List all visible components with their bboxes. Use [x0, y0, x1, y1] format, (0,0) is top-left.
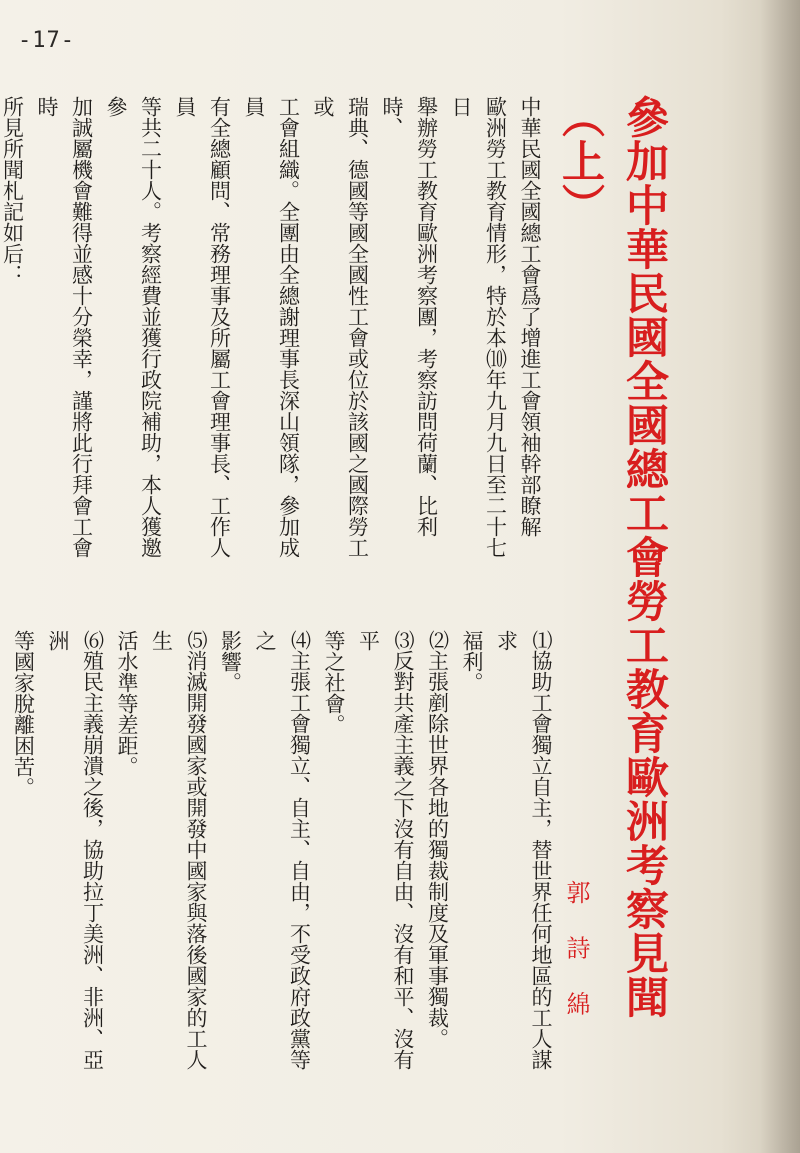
text-column: 等共二十人。考察經費並獲行政院補助，本人獲邀參	[104, 96, 163, 558]
list-item-number: ⑸	[184, 630, 208, 650]
list-item-number	[0, 630, 6, 650]
text-column: 中華民國全國總工會爲了增進工會領袖幹部瞭解	[518, 96, 542, 537]
list-item-text: 反對共產主義之下沒有自由、沒有和平、沒有平	[356, 630, 415, 1070]
list-item-number: ⑴	[529, 630, 553, 650]
list-item-number: ⑶	[391, 630, 415, 650]
text-column: 有全總顧問、常務理事及所屬工會理事長、工作人員	[173, 96, 232, 558]
text-column: 工會組織。全團由全總謝理事長深山領隊，參加成員	[242, 96, 301, 558]
list-item-continued: 等之社會。	[322, 630, 346, 735]
upper-text-block	[0, 96, 568, 576]
list-item-number: ⑷	[287, 630, 312, 650]
list-item	[0, 630, 6, 1070]
list-item	[248, 630, 317, 1070]
list-item	[420, 630, 455, 1070]
list-item-continued: 福利。	[460, 630, 484, 693]
list-item-continued: 影響。	[218, 630, 243, 693]
text-column: 瑞典、德國等國全國性工會或位於該國之國際勞工或	[311, 96, 370, 558]
list-item-text: 主張剷除世界各地的獨裁制度及軍事獨裁。	[425, 650, 450, 1049]
list-item-text: 主張工會獨立、自主、自由，不受政府政黨等之	[253, 630, 312, 1070]
list-item-continued: 活水準等差距。	[115, 630, 139, 777]
list-item-number: ⑹	[80, 630, 105, 650]
list-item	[144, 630, 213, 1070]
text-column: 加誠屬機會難得並感十分榮幸，謹將此行拜會工會時	[35, 96, 94, 558]
list-item	[41, 630, 110, 1070]
list-item-text	[0, 650, 1, 1049]
text-column: 舉辦勞工教育歐洲考察團，考察訪問荷蘭、比利時、	[380, 96, 439, 537]
page-binding-shadow	[760, 0, 800, 1153]
list-item-text: 協助工會獨立自主，替世界任何地區的工人謀求	[494, 630, 553, 1070]
text-column: 歐洲勞工教育情形，特於本⑽年九月九日至二十七日	[449, 96, 508, 558]
list-item-text: 殖民主義崩潰之後，協助拉丁美洲、非洲、亞洲	[46, 630, 105, 1070]
list-item-continued: 等國家脫離困苦。	[11, 630, 36, 798]
numbered-list	[11, 630, 558, 1070]
list-item-number: ⑵	[425, 630, 450, 650]
text-column: 所見所聞札記如后：	[0, 96, 25, 285]
page-number: -17-	[18, 28, 75, 53]
article-title: 參加中華民國全國總工會勞工教育歐洲考察見聞（上）	[555, 95, 669, 1019]
author-name: 郭 詩 綿	[562, 880, 590, 1028]
list-item	[351, 630, 420, 1070]
list-item	[489, 630, 558, 1070]
list-item-text: 消滅開發國家或開發中國家與落後國家的工人生	[149, 630, 208, 1070]
